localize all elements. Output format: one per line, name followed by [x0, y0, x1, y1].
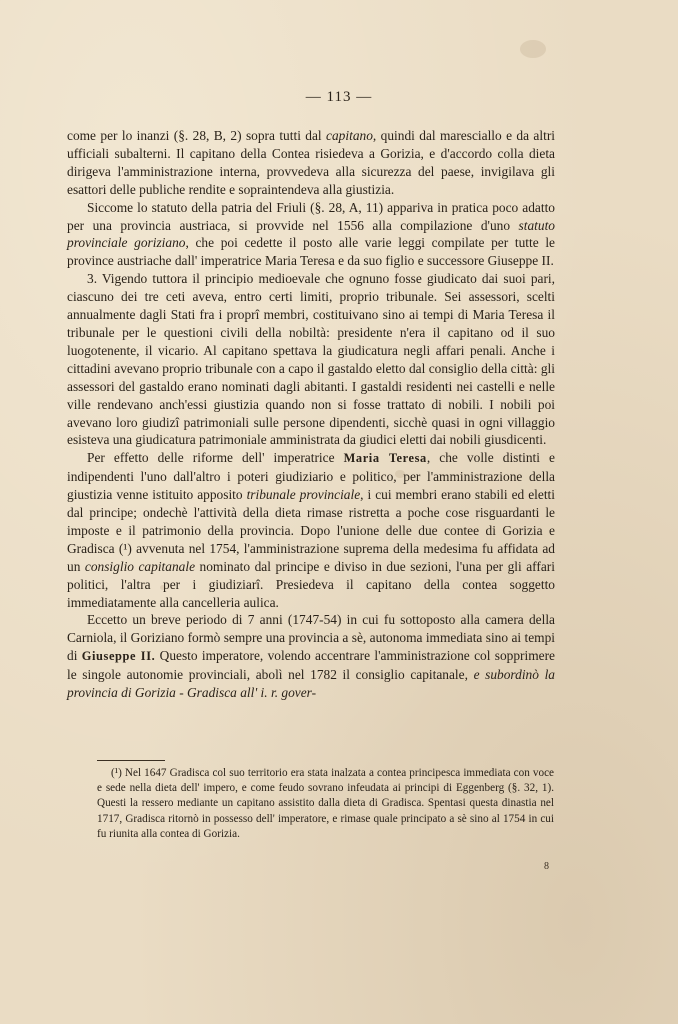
- footnote: (¹) Nel 1647 Gradisca col suo territorio era stata inalzata a contea principesca immediata con voce e sede nella dieta dell' impero, e come feudo sovrano infeudata ai principi di Eggenberg (§. 32, 1). Questi la ressero mediante un capitano assistito dalla dieta di Gradisca. Spentasi questa dinastia nel 1717, Gradisca ritornò in possesso dell' imperatore, e rimase quale principato a sè sino al 1754 in cui fu riunita alla contea di Gorizia.: [97, 767, 554, 840]
- text-run: , che poi cedette il posto alle varie leggi compilate per tutte le province austriache dall' imperatrice Maria Teresa e da suo figlio e successore Giuseppe II.: [67, 235, 555, 269]
- emphasized-name: Maria Teresa: [343, 451, 427, 466]
- italic-text: e subordinò la provincia di Gorizia - Gradisca all' i. r. gover-: [67, 667, 555, 701]
- text-run: 3. Vigendo tuttora il principio medioevale che ognuno fosse giudicato dai suoi pari, ciascuno dei tre ceti aveva, entro certi limiti, proprio tribunale. Sei assessori, scelti annualmente dagli Stati fra i proprî membri, costituivano sino ai tempi di Maria Teresa il tribunale per le questioni civili della nobiltà: presidente n'era il capitano od il suo luogotenente, il vicario. Al capitano spettava la giudicatura negli affari penali. Anche i cittadini avevano proprio tribunale con a capo il gastaldo eletto dal consiglio della città: gli assessori del gastaldo erano nominati dagli abitanti. I gastaldi residenti nei castelli e nelle ville rendevano anch'essi giustizia quando non si fosse trattato di nobili. I nobili poi avevano loro giudizî patrimoniali sulle persone dipendenti, sicchè quasi in ogni villaggio esisteva una giudicatura patrimoniale amministrata da giudici eletti dai nobili giusdicenti.: [67, 271, 555, 448]
- paragraph: [67, 199, 555, 271]
- text-run: Questo imperatore, volendo accentrare l'amministrazione col sopprimere le singole autonomie provinciali, abolì nel 1782 il consiglio capitanale,: [67, 648, 555, 683]
- text-run: come per lo inanzi (§. 28, B, 2) sopra tutti dal: [67, 128, 327, 143]
- paragraph: [67, 611, 555, 702]
- text-run: Per effetto delle riforme dell' imperatrice: [87, 450, 344, 466]
- text-run: , i cui membri erano stabili ed eletti dal principe; ondechè l'attività della dieta rimase ristretta a poche cose risguardanti le imposte e il patrimonio della provincia. Dopo l'unione delle due contee di Gorizia e Gradisca (¹) avvenuta nel 1754, l'amministrazione suprema della medesima fu affidata ad un: [67, 487, 555, 574]
- paper-stain: [520, 40, 546, 58]
- text-run: nominato dal principe e diviso in due sezioni, l'una per gli affari politici, l'altra per i giudiziarî. Presiedeva il capitano della contea soggetto immediatamente alla cancelleria aulica.: [67, 558, 555, 610]
- signature-mark: 8: [544, 861, 549, 872]
- italic-text: tribunale provinciale: [246, 487, 361, 503]
- paragraph: [67, 270, 555, 449]
- italic-text: capitano: [326, 128, 373, 143]
- body-text: [67, 127, 555, 702]
- footnote-divider: [97, 760, 165, 761]
- italic-text: consiglio capitanale: [84, 558, 196, 574]
- text-run: Eccetto un breve periodo di 7 anni (1747-54) in cui fu sottoposto alla camera della Carniola, il Goriziano formò sempre una provincia a sè, autonoma immediata sino ai tempi di: [67, 612, 555, 664]
- paragraph: [67, 127, 555, 199]
- emphasized-name: Giuseppe II.: [81, 649, 156, 664]
- page-number: — 113 —: [305, 89, 373, 105]
- text-run: , che volle distinti e indipendenti l'uno dall'altro i poteri giudiziario e politico, per l'amministrazione della giustizia venne istituito apposito: [67, 450, 555, 503]
- text-run: , quindi dal maresciallo e da altri ufficiali subalterni. Il capitano della Contea risiedeva a Gorizia, e d'accordo colla dieta dirigeva l'amministrazione interna, provvedeva alla sicurezza del paese, invigilava gli esattori delle publiche rendite e sopraintendeva alla giustizia.: [67, 128, 555, 197]
- paragraph: [67, 449, 555, 611]
- italic-text: statuto provinciale goriziano: [67, 217, 555, 251]
- text-run: Siccome lo statuto della patria del Friuli (§. 28, A, 11) appariva in pratica poco adatto per una provincia austriaca, si provvide nel 1556 alla compilazione d'uno: [67, 199, 555, 233]
